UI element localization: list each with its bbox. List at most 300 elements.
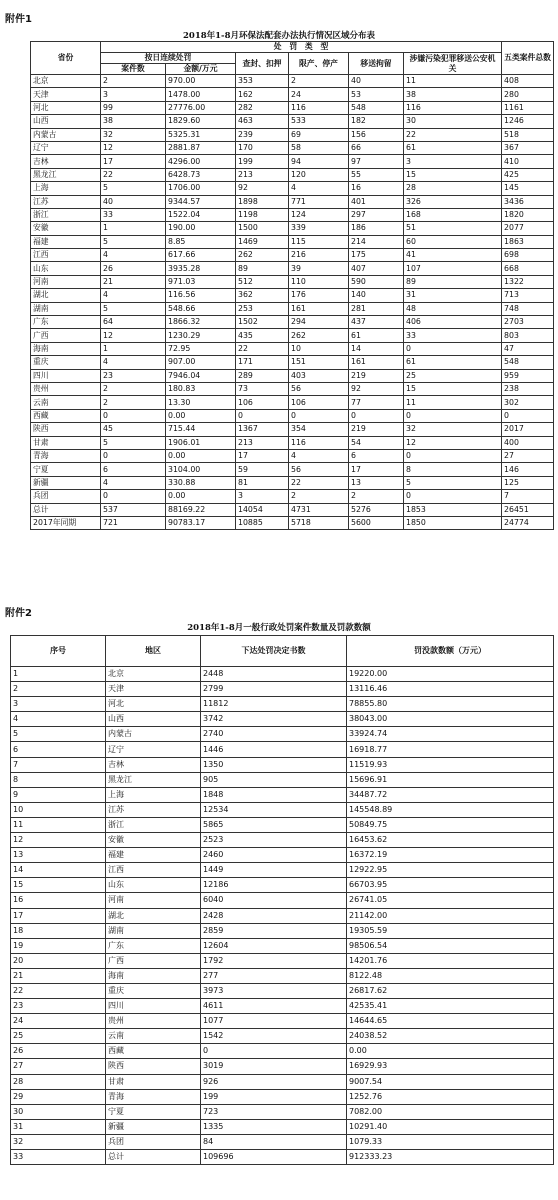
fine-cell: 50849.75 [347,817,554,832]
fine-cell: 145548.89 [347,802,554,817]
region-cell: 湖北 [106,908,201,923]
case-count-cell: 1 [101,342,166,355]
limit-cell: 116 [289,101,349,114]
case-count-cell: 0 [101,409,166,422]
detain-cell: 281 [349,302,404,315]
seq-cell: 9 [11,787,106,802]
case-count-cell: 6 [101,463,166,476]
seq-cell: 16 [11,893,106,908]
fine-cell: 10291.40 [347,1119,554,1134]
detain-cell: 77 [349,396,404,409]
amount-cell: 1478.00 [166,88,236,101]
fine-cell: 24038.52 [347,1029,554,1044]
seal-cell: 239 [236,128,289,141]
seq-cell: 26 [11,1044,106,1059]
decisions-cell: 4611 [201,999,347,1014]
province-cell: 辽宁 [31,141,101,154]
total-cell: 425 [502,168,554,181]
fine-cell: 1252.76 [347,1089,554,1104]
province-cell: 陕西 [31,423,101,436]
seq-cell: 2 [11,682,106,697]
total-cases-header: 五类案件总数 [502,42,554,75]
detain-cell: 401 [349,195,404,208]
seal-cell: 1898 [236,195,289,208]
total-cell: 3436 [502,195,554,208]
limit-cell: 115 [289,235,349,248]
seal-cell: 170 [236,141,289,154]
amount-cell: 90783.17 [166,516,236,529]
decisions-cell: 199 [201,1089,347,1104]
amount-cell: 971.03 [166,275,236,288]
detain-header: 移送拘留 [349,53,404,75]
detain-cell: 219 [349,423,404,436]
table-row [31,382,554,395]
amount-cell: 2881.87 [166,141,236,154]
seal-cell: 353 [236,75,289,88]
region-cell: 湖南 [106,923,201,938]
amount-cell: 72.95 [166,342,236,355]
total-cell: 2077 [502,222,554,235]
transfer-cell: 3 [404,155,502,168]
fine-cell: 38043.00 [347,712,554,727]
seq-cell: 13 [11,848,106,863]
detain-cell: 297 [349,208,404,221]
detain-cell: 140 [349,289,404,302]
decisions-cell: 12534 [201,802,347,817]
seal-cell: 435 [236,329,289,342]
table-row [31,342,554,355]
decisions-cell: 1350 [201,757,347,772]
amount-cell: 1706.00 [166,182,236,195]
detain-cell: 40 [349,75,404,88]
detain-cell: 0 [349,409,404,422]
table-row [31,275,554,288]
limit-cell: 116 [289,436,349,449]
fine-cell: 78855.80 [347,697,554,712]
total-cell: 410 [502,155,554,168]
province-cell: 福建 [31,235,101,248]
province-cell: 山东 [31,262,101,275]
seq-cell: 12 [11,833,106,848]
region-cell: 重庆 [106,983,201,998]
region-cell: 宁夏 [106,1104,201,1119]
fine-cell: 16929.93 [347,1059,554,1074]
limit-cell: 262 [289,329,349,342]
table-row [31,249,554,262]
province-cell: 吉林 [31,155,101,168]
attachment-2-label: 附件2 [5,608,32,619]
fine-cell: 33924.74 [347,727,554,742]
limit-cell: 56 [289,463,349,476]
transfer-cell: 168 [404,208,502,221]
region-cell: 山东 [106,878,201,893]
fine-cell: 16453.62 [347,833,554,848]
limit-cell: 10 [289,342,349,355]
seq-cell: 24 [11,1014,106,1029]
region-cell: 河北 [106,697,201,712]
province-header: 省份 [31,42,101,75]
total-cell: 408 [502,75,554,88]
decisions-cell: 12186 [201,878,347,893]
total-cell: 1246 [502,115,554,128]
detain-cell: 161 [349,356,404,369]
seal-cell: 92 [236,182,289,195]
limit-cell: 403 [289,369,349,382]
table-row [11,757,554,772]
amount-cell: 1829.60 [166,115,236,128]
limit-cell: 161 [289,302,349,315]
total-cell: 1863 [502,235,554,248]
table-row [31,195,554,208]
decisions-cell: 1792 [201,953,347,968]
limit-cell: 4 [289,182,349,195]
case-count-cell: 32 [101,128,166,141]
limit-cell: 151 [289,356,349,369]
province-cell: 湖北 [31,289,101,302]
total-cell: 145 [502,182,554,195]
total-cell: 238 [502,382,554,395]
total-cell: 698 [502,249,554,262]
limit-cell: 69 [289,128,349,141]
seq-cell: 29 [11,1089,106,1104]
transfer-cell: 326 [404,195,502,208]
detain-cell: 214 [349,235,404,248]
table-row [31,128,554,141]
amount-cell: 715.44 [166,423,236,436]
table-row [31,235,554,248]
case-count-cell: 99 [101,101,166,114]
limit-cell: 5718 [289,516,349,529]
total-cell: 400 [502,436,554,449]
table-row [11,1119,554,1134]
province-cell: 兵团 [31,490,101,503]
amount-cell: 0.00 [166,490,236,503]
seal-cell: 199 [236,155,289,168]
seal-cell: 171 [236,356,289,369]
transfer-cell: 61 [404,356,502,369]
decisions-cell: 3742 [201,712,347,727]
limit-cell: 56 [289,382,349,395]
seal-cell: 1500 [236,222,289,235]
case-count-cell: 4 [101,476,166,489]
transfer-header: 涉嫌污染犯罪移送公安机关 [404,53,502,75]
transfer-cell: 15 [404,168,502,181]
seal-cell: 73 [236,382,289,395]
seq-cell: 28 [11,1074,106,1089]
amount-cell: 6428.73 [166,168,236,181]
transfer-cell: 0 [404,449,502,462]
province-cell: 贵州 [31,382,101,395]
total-cell: 280 [502,88,554,101]
seal-cell: 213 [236,168,289,181]
decisions-cell: 1446 [201,742,347,757]
fine-cell: 66703.95 [347,878,554,893]
province-cell: 宁夏 [31,463,101,476]
table-row [11,1044,554,1059]
region-cell: 上海 [106,787,201,802]
amount-cell: 27776.00 [166,101,236,114]
seal-cell: 282 [236,101,289,114]
total-cell: 748 [502,302,554,315]
total-cell: 2017 [502,423,554,436]
transfer-cell: 1853 [404,503,502,516]
table-row [31,262,554,275]
province-cell: 河南 [31,275,101,288]
table-row [11,1104,554,1119]
amount-cell: 548.66 [166,302,236,315]
decisions-cell: 2799 [201,682,347,697]
region-cell: 总计 [106,1150,201,1165]
detain-cell: 156 [349,128,404,141]
table-row [31,329,554,342]
seal-cell: 81 [236,476,289,489]
decisions-cell: 926 [201,1074,347,1089]
total-cell: 7 [502,490,554,503]
detain-cell: 182 [349,115,404,128]
amount-cell: 13.30 [166,396,236,409]
case-count-cell: 33 [101,208,166,221]
region-cell: 西藏 [106,1044,201,1059]
detain-cell: 13 [349,476,404,489]
decisions-cell: 2740 [201,727,347,742]
amount-cell: 1230.29 [166,329,236,342]
limit-cell: 771 [289,195,349,208]
seq-header: 序号 [11,636,106,667]
fine-cell: 26817.62 [347,983,554,998]
decisions-cell: 12604 [201,938,347,953]
decisions-cell: 5865 [201,817,347,832]
table-row [31,463,554,476]
total-cell: 367 [502,141,554,154]
transfer-cell: 61 [404,141,502,154]
limit-cell: 4 [289,449,349,462]
transfer-cell: 12 [404,436,502,449]
fine-cell: 42535.41 [347,999,554,1014]
case-count-cell: 38 [101,115,166,128]
table-row [31,182,554,195]
table-row [11,1074,554,1089]
fine-cell: 7082.00 [347,1104,554,1119]
province-cell: 山西 [31,115,101,128]
table-row [31,490,554,503]
table-row [11,817,554,832]
decisions-cell: 905 [201,772,347,787]
case-count-cell: 23 [101,369,166,382]
case-count-cell: 2 [101,75,166,88]
table-row [11,1029,554,1044]
fine-cell: 15696.91 [347,772,554,787]
seq-cell: 7 [11,757,106,772]
seal-cell: 17 [236,449,289,462]
region-cell: 新疆 [106,1119,201,1134]
detain-cell: 407 [349,262,404,275]
region-cell: 内蒙古 [106,727,201,742]
detain-cell: 6 [349,449,404,462]
case-count-cell: 26 [101,262,166,275]
total-cell: 125 [502,476,554,489]
penalty-type-header: 处 罚 类 型 [101,42,502,53]
seq-cell: 1 [11,667,106,682]
limit-cell: 2 [289,490,349,503]
attachment-2-table [10,635,554,1165]
detain-cell: 92 [349,382,404,395]
region-cell: 广西 [106,953,201,968]
transfer-cell: 31 [404,289,502,302]
table-row [31,302,554,315]
limit-cell: 339 [289,222,349,235]
table-row [31,476,554,489]
case-count-cell: 4 [101,356,166,369]
transfer-cell: 38 [404,88,502,101]
seq-cell: 14 [11,863,106,878]
total-cell: 0 [502,409,554,422]
decisions-cell: 109696 [201,1150,347,1165]
table-row [11,1014,554,1029]
seal-cell: 1502 [236,316,289,329]
total-cell: 302 [502,396,554,409]
table-row [11,923,554,938]
table-row [11,893,554,908]
case-count-cell: 0 [101,490,166,503]
decisions-cell: 2460 [201,848,347,863]
table-row [31,75,554,88]
province-cell: 青海 [31,449,101,462]
amount-cell: 3104.00 [166,463,236,476]
transfer-cell: 15 [404,382,502,395]
total-cell: 713 [502,289,554,302]
region-cell: 河南 [106,893,201,908]
table-row [31,356,554,369]
seal-cell: 1469 [236,235,289,248]
region-cell: 福建 [106,848,201,863]
limit-header: 限产、停产 [289,53,349,75]
decisions-cell: 1848 [201,787,347,802]
region-cell: 安徽 [106,833,201,848]
seal-header: 查封、扣押 [236,53,289,75]
decisions-cell: 2428 [201,908,347,923]
region-cell: 天津 [106,682,201,697]
decisions-cell: 1449 [201,863,347,878]
total-cell: 959 [502,369,554,382]
transfer-cell: 41 [404,249,502,262]
table-row [11,878,554,893]
total-cell: 27 [502,449,554,462]
amount-cell: 190.00 [166,222,236,235]
seal-cell: 213 [236,436,289,449]
table-row [11,1150,554,1165]
amount-cell: 180.83 [166,382,236,395]
table-row [31,423,554,436]
transfer-cell: 51 [404,222,502,235]
fine-header: 罚没款数额（万元） [347,636,554,667]
table-row [31,208,554,221]
province-cell: 江西 [31,249,101,262]
case-count-cell: 5 [101,302,166,315]
attachment-1-table [30,41,554,530]
province-cell: 黑龙江 [31,168,101,181]
fine-cell: 14644.65 [347,1014,554,1029]
amount-cell: 1866.32 [166,316,236,329]
case-count-cell: 2 [101,396,166,409]
seq-cell: 25 [11,1029,106,1044]
limit-cell: 110 [289,275,349,288]
seq-cell: 8 [11,772,106,787]
limit-cell: 354 [289,423,349,436]
table-row [31,449,554,462]
seq-cell: 20 [11,953,106,968]
province-cell: 广东 [31,316,101,329]
region-cell: 甘肃 [106,1074,201,1089]
province-cell: 北京 [31,75,101,88]
seal-cell: 162 [236,88,289,101]
decisions-cell: 0 [201,1044,347,1059]
province-cell: 2017年同期 [31,516,101,529]
total-cell: 146 [502,463,554,476]
total-cell: 26451 [502,503,554,516]
table-row [11,772,554,787]
amount-cell: 116.56 [166,289,236,302]
seq-cell: 18 [11,923,106,938]
amount-cell: 970.00 [166,75,236,88]
table-row [31,101,554,114]
amount-cell: 1906.01 [166,436,236,449]
amount-cell: 907.00 [166,356,236,369]
province-cell: 浙江 [31,208,101,221]
case-count-cell: 5 [101,436,166,449]
fine-cell: 34487.72 [347,787,554,802]
attachment-2-title: 2018年1-8月一般行政处罚案件数量及罚款数额 [187,623,371,633]
amount-cell: 5325.31 [166,128,236,141]
province-cell: 四川 [31,369,101,382]
limit-cell: 0 [289,409,349,422]
decisions-cell: 1077 [201,1014,347,1029]
seal-cell: 106 [236,396,289,409]
case-count-cell: 2 [101,382,166,395]
seq-cell: 3 [11,697,106,712]
case-count-cell: 3 [101,88,166,101]
seq-cell: 21 [11,968,106,983]
transfer-cell: 32 [404,423,502,436]
transfer-cell: 30 [404,115,502,128]
case-count-cell: 45 [101,423,166,436]
case-count-cell: 721 [101,516,166,529]
transfer-cell: 48 [404,302,502,315]
table-row [11,802,554,817]
seq-cell: 17 [11,908,106,923]
table-row [31,316,554,329]
transfer-cell: 0 [404,490,502,503]
fine-cell: 19220.00 [347,667,554,682]
case-count-cell: 1 [101,222,166,235]
seq-cell: 15 [11,878,106,893]
transfer-cell: 22 [404,128,502,141]
region-cell: 海南 [106,968,201,983]
case-count-cell: 5 [101,235,166,248]
limit-cell: 120 [289,168,349,181]
fine-cell: 26741.05 [347,893,554,908]
attachment-1-label: 附件1 [5,14,32,25]
detain-cell: 97 [349,155,404,168]
fine-cell: 9007.54 [347,1074,554,1089]
total-cell: 548 [502,356,554,369]
transfer-cell: 5 [404,476,502,489]
table-row [11,1089,554,1104]
case-count-cell: 0 [101,449,166,462]
amount-cell: 330.88 [166,476,236,489]
province-cell: 广西 [31,329,101,342]
province-cell: 内蒙古 [31,128,101,141]
amount-cell: 88169.22 [166,503,236,516]
